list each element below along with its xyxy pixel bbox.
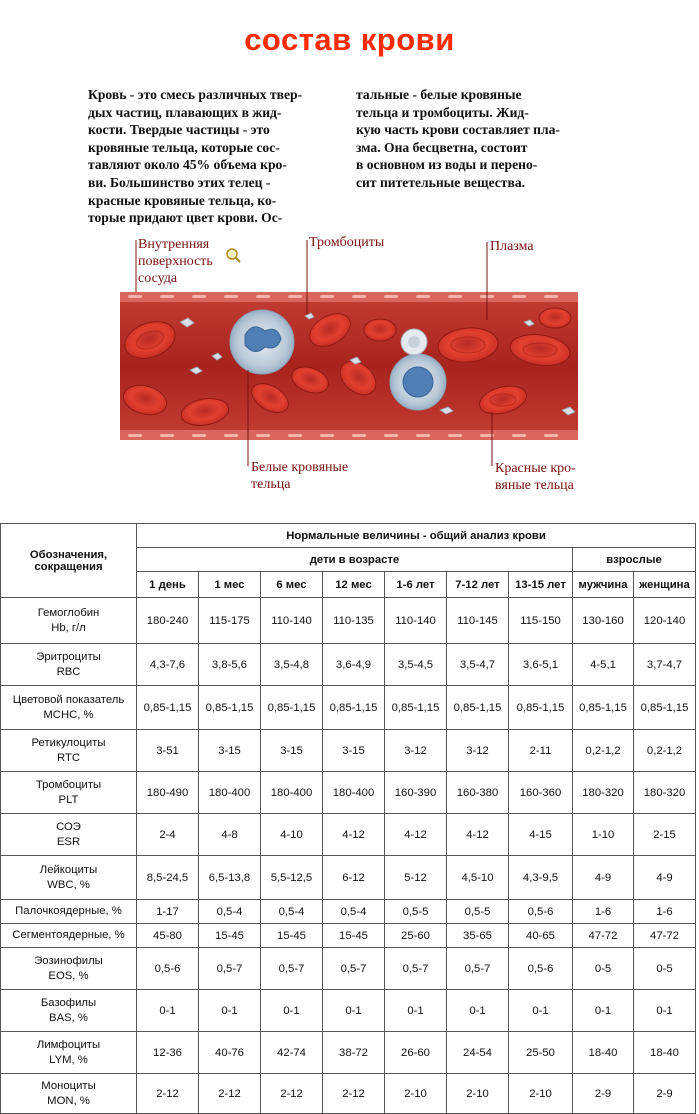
table-cell: 4-5,1 (573, 644, 634, 686)
table-cell: 0,5-4 (199, 900, 261, 924)
table-cell: 4-12 (323, 814, 385, 856)
table-cell: 47-72 (573, 924, 634, 948)
row-label (1, 1074, 137, 1114)
table-cell: 0,5-5 (385, 900, 447, 924)
row-label-line: Тромбоциты (35, 778, 102, 791)
table-cell: 3,7-4,7 (634, 644, 696, 686)
table-cell: 1-17 (137, 900, 199, 924)
table-cell: 4,3-7,6 (137, 644, 199, 686)
table-cell: 3,5-4,5 (385, 644, 447, 686)
table-row (1, 990, 696, 1032)
table-cell: 4,5-10 (447, 856, 509, 900)
table-cell: 25-60 (385, 924, 447, 948)
table-cell: 3,5-4,7 (447, 644, 509, 686)
table-cell: 0-1 (385, 990, 447, 1032)
table-cell: 110-140 (261, 598, 323, 644)
table-cell: 3,6-4,9 (323, 644, 385, 686)
blood-vessel-svg (0, 230, 699, 520)
table-cell: 0,5-6 (509, 948, 573, 990)
intro-line: кую часть крови составляет пла- (356, 122, 560, 138)
column-header: 13-15 лет (509, 572, 573, 598)
column-header: 1 день (137, 572, 199, 598)
row-label-line: Сегментоядерные, % (12, 929, 125, 941)
table-cell: 3,8-5,6 (199, 644, 261, 686)
table-cell: 0,5-6 (509, 900, 573, 924)
table-cell: 0,2-1,2 (573, 730, 634, 772)
table-row (1, 1074, 696, 1114)
table-cell: 0,85-1,15 (447, 686, 509, 730)
table-row (1, 644, 696, 686)
row-label (1, 900, 137, 924)
table-cell: 1-10 (573, 814, 634, 856)
table-cell: 2-12 (323, 1074, 385, 1114)
row-label-line: MON, % (47, 1094, 90, 1107)
row-label-line: Моноциты (41, 1079, 96, 1092)
table-cell: 2-10 (509, 1074, 573, 1114)
table-cell: 26-60 (385, 1032, 447, 1074)
table-row (1, 900, 696, 924)
row-label (1, 856, 137, 900)
row-label (1, 948, 137, 990)
row-label (1, 924, 137, 948)
row-label-line: MCHC, % (43, 708, 94, 721)
intro-text-right (356, 86, 560, 192)
table-cell: 3-12 (385, 730, 447, 772)
intro-line: сит питетельные вещества. (356, 174, 526, 190)
table-cell: 0,5-4 (261, 900, 323, 924)
table-cell: 180-240 (137, 598, 199, 644)
table-cell: 4-15 (509, 814, 573, 856)
row-label-line: WBC, % (47, 878, 90, 891)
table-cell: 0,5-4 (323, 900, 385, 924)
table-cell: 15-45 (199, 924, 261, 948)
intro-line: кости. Твердые частицы - это (88, 122, 270, 138)
group-adults-header: взрослые (573, 548, 696, 572)
table-cell: 0,85-1,15 (573, 686, 634, 730)
row-label (1, 990, 137, 1032)
table-cell: 1-6 (634, 900, 696, 924)
blood-vessel-illustration (0, 230, 699, 520)
label-plasma: Плазма (490, 239, 534, 254)
table-cell: 0,5-6 (137, 948, 199, 990)
table-cell: 3-15 (323, 730, 385, 772)
table-cell: 24-54 (447, 1032, 509, 1074)
table-cell: 0-1 (137, 990, 199, 1032)
intro-line: красные кровяные тельца, ко- (88, 192, 277, 208)
table-cell: 45-80 (137, 924, 199, 948)
table-cell: 4,3-9,5 (509, 856, 573, 900)
table-cell: 180-490 (137, 772, 199, 814)
table-cell: 2-10 (447, 1074, 509, 1114)
table-cell: 38-72 (323, 1032, 385, 1074)
column-header: 1-6 лет (385, 572, 447, 598)
row-label-line: Эритроциты (36, 650, 101, 663)
table-cell: 2-15 (634, 814, 696, 856)
table-cell: 18-40 (573, 1032, 634, 1074)
vessel-wall-top (120, 292, 578, 302)
table-row (1, 686, 696, 730)
table-cell: 180-400 (199, 772, 261, 814)
table-cell: 0-1 (323, 990, 385, 1032)
table-cell: 160-360 (509, 772, 573, 814)
row-label (1, 1032, 137, 1074)
table-cell: 0,5-7 (199, 948, 261, 990)
table-cell: 160-380 (447, 772, 509, 814)
column-header: 1 мес (199, 572, 261, 598)
table-row (1, 772, 696, 814)
table-row (1, 730, 696, 772)
table-cell: 3-15 (199, 730, 261, 772)
row-label-line: Лейкоциты (39, 863, 98, 876)
table-cell: 0,85-1,15 (261, 686, 323, 730)
row-label-line: ESR (56, 835, 81, 848)
row-label-line: LYM, % (49, 1053, 88, 1066)
table-cell: 3,6-5,1 (509, 644, 573, 686)
table-cell: 0,85-1,15 (634, 686, 696, 730)
table-cell: 2-9 (634, 1074, 696, 1114)
table-cell: 4-8 (199, 814, 261, 856)
intro-line: тавляют около 45% объема кро- (88, 157, 287, 173)
intro-line: Кровь - это смесь различных твер- (88, 87, 303, 102)
table-cell: 42-74 (261, 1032, 323, 1074)
table-cell: 0-5 (573, 948, 634, 990)
magnifier-icon (227, 249, 240, 262)
table-cell: 25-50 (509, 1032, 573, 1074)
row-label (1, 772, 137, 814)
page-title: состав крови (244, 22, 455, 57)
table-cell: 0-1 (447, 990, 509, 1032)
table-cell: 3-15 (261, 730, 323, 772)
table-cell: 0,5-7 (261, 948, 323, 990)
table-cell: 18-40 (634, 1032, 696, 1074)
intro-line: зма. Она бесцветна, состоит (356, 139, 528, 155)
table-cell: 3,5-4,8 (261, 644, 323, 686)
column-header: 12 мес (323, 572, 385, 598)
table-cell: 0,85-1,15 (137, 686, 199, 730)
column-header: мужчина (573, 572, 634, 598)
row-label (1, 730, 137, 772)
row-label (1, 598, 137, 644)
table-cell: 40-65 (509, 924, 573, 948)
table-row (1, 856, 696, 900)
corner-header: Обозначения, сокращения (1, 524, 137, 598)
table-cell: 5,5-12,5 (261, 856, 323, 900)
table-cell: 2-12 (199, 1074, 261, 1114)
row-label-line: Цветовой показатель (12, 693, 125, 706)
table-row (1, 924, 696, 948)
table-cell: 4-10 (261, 814, 323, 856)
table-row (1, 1032, 696, 1074)
table-cell: 0,85-1,15 (385, 686, 447, 730)
intro-line: дых частиц, плавающих в жид- (88, 104, 282, 120)
table-cell: 2-12 (261, 1074, 323, 1114)
column-header: 7-12 лет (447, 572, 509, 598)
column-header: 6 мес (261, 572, 323, 598)
intro-line: тальные - белые кровяные (356, 87, 522, 102)
intro-line: ви. Большинство этих телец - (88, 174, 271, 190)
blood-norms-table (0, 523, 696, 1114)
table-cell: 0,5-7 (447, 948, 509, 990)
table-cell: 35-65 (447, 924, 509, 948)
label-platelets: Тромбоциты (309, 235, 385, 250)
table-cell: 6,5-13,8 (199, 856, 261, 900)
table-cell: 180-320 (634, 772, 696, 814)
row-label (1, 686, 137, 730)
row-label-line: Эозинофилы (34, 954, 103, 967)
table-cell: 4-9 (573, 856, 634, 900)
row-label-line: RTC (56, 751, 80, 764)
table-cell: 0,5-5 (447, 900, 509, 924)
table-cell: 0-1 (509, 990, 573, 1032)
intro-text-left (88, 86, 302, 227)
table-cell: 2-12 (137, 1074, 199, 1114)
table-cell: 180-400 (323, 772, 385, 814)
table-cell: 160-390 (385, 772, 447, 814)
main-header: Нормальные величины - общий анализ крови (137, 524, 696, 548)
row-label-line: RBC (56, 665, 81, 678)
table-cell: 0,5-7 (385, 948, 447, 990)
row-label-line: PLT (58, 793, 79, 806)
intro-line: в основном из воды и перено- (356, 157, 538, 173)
table-cell: 110-135 (323, 598, 385, 644)
table-cell: 110-140 (385, 598, 447, 644)
row-label-line: СОЭ (56, 820, 81, 833)
intro-line: тельца и тромбоциты. Жид- (356, 104, 529, 120)
table-cell: 8,5-24,5 (137, 856, 199, 900)
table-cell: 3-51 (137, 730, 199, 772)
table-cell: 3-12 (447, 730, 509, 772)
table-cell: 4-12 (447, 814, 509, 856)
row-label (1, 644, 137, 686)
table-cell: 115-175 (199, 598, 261, 644)
table-cell: 180-320 (573, 772, 634, 814)
table-cell: 0-1 (573, 990, 634, 1032)
row-label-line: Лимфоциты (36, 1038, 101, 1051)
table-cell: 0-1 (199, 990, 261, 1032)
table-cell: 0,2-1,2 (634, 730, 696, 772)
table-cell: 120-140 (634, 598, 696, 644)
table-cell: 110-145 (447, 598, 509, 644)
table-cell: 6-12 (323, 856, 385, 900)
table-cell: 2-9 (573, 1074, 634, 1114)
table-cell: 47-72 (634, 924, 696, 948)
label-white-cells: Белые кровяные тельца (251, 460, 349, 492)
table-cell: 0-5 (634, 948, 696, 990)
row-label-line: BAS, % (49, 1011, 88, 1024)
table-cell: 1-6 (573, 900, 634, 924)
row-label-line: Палочкоядерные, % (15, 905, 122, 917)
label-red-cells: Красные кро- вяные тельца (495, 461, 576, 493)
table-row (1, 598, 696, 644)
table-cell: 0,85-1,15 (509, 686, 573, 730)
table-cell: 2-10 (385, 1074, 447, 1114)
table-row (1, 948, 696, 990)
table-cell: 12-36 (137, 1032, 199, 1074)
table-row (1, 814, 696, 856)
row-label-line: Hb, г/л (51, 621, 86, 634)
intro-line: кровяные тельца, которые сос- (88, 139, 280, 155)
table-cell: 0,85-1,15 (199, 686, 261, 730)
table-cell: 5-12 (385, 856, 447, 900)
group-children-header: дети в возрасте (137, 548, 573, 572)
column-header: женщина (634, 572, 696, 598)
label-inner-surface: Внутренняя поверхность сосуда (138, 237, 213, 286)
table-cell: 0-1 (634, 990, 696, 1032)
table-cell: 0,5-7 (323, 948, 385, 990)
row-label-line: EOS, % (48, 969, 89, 982)
table-cell: 15-45 (323, 924, 385, 948)
table-cell: 4-12 (385, 814, 447, 856)
table-cell: 115-150 (509, 598, 573, 644)
table-cell: 0-1 (261, 990, 323, 1032)
row-label (1, 814, 137, 856)
intro-line: торые придают цвет крови. Ос- (88, 210, 283, 226)
row-label-line: Базофилы (40, 996, 97, 1009)
table-cell: 2-4 (137, 814, 199, 856)
table-cell: 180-400 (261, 772, 323, 814)
table-cell: 130-160 (573, 598, 634, 644)
vessel-wall-bottom (120, 430, 578, 440)
table-cell: 2-11 (509, 730, 573, 772)
table-cell: 0,85-1,15 (323, 686, 385, 730)
table-cell: 4-9 (634, 856, 696, 900)
row-label-line: Ретикулоциты (31, 736, 106, 749)
table-cell: 40-76 (199, 1032, 261, 1074)
table-cell: 15-45 (261, 924, 323, 948)
row-label-line: Гемоглобин (37, 606, 100, 619)
